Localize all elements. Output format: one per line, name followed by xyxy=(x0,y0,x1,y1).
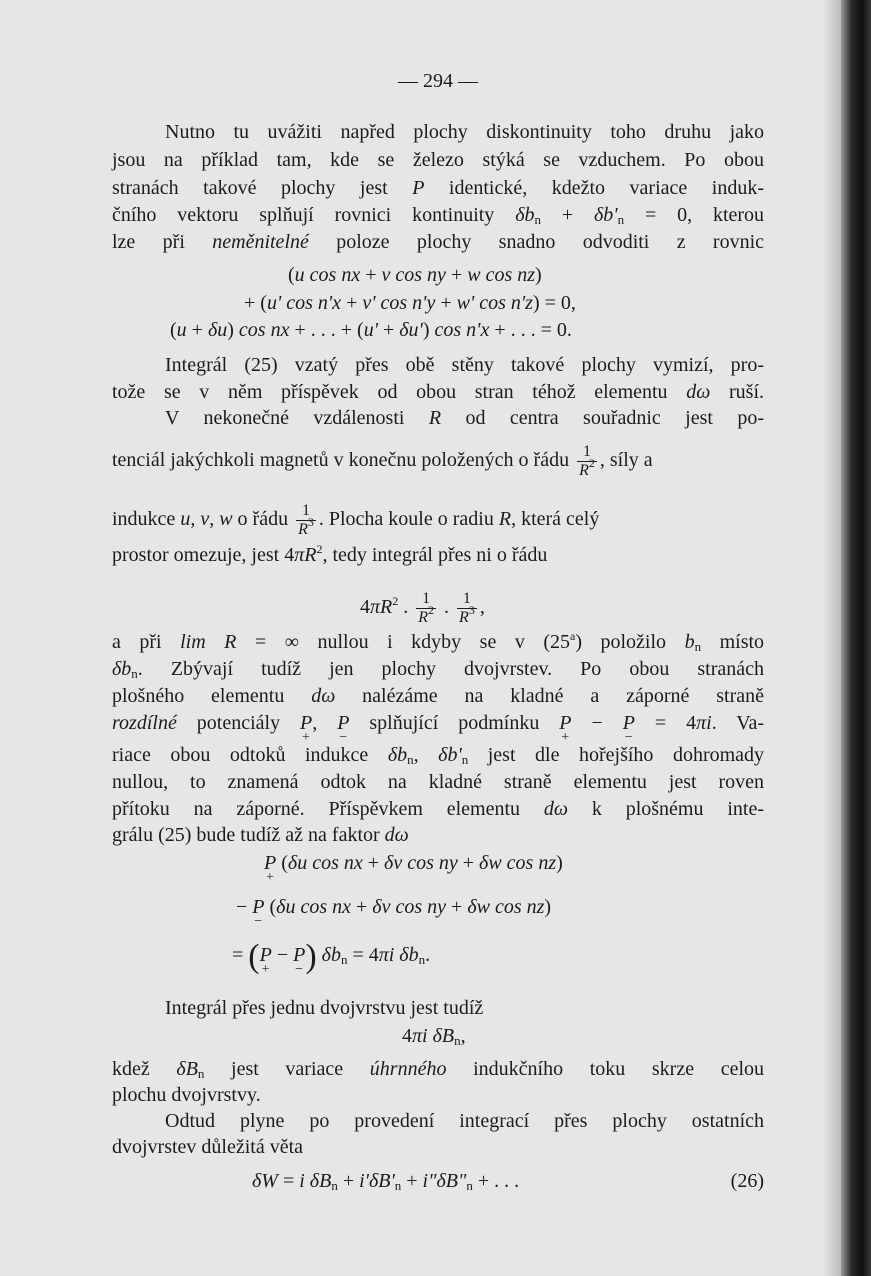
text-line: Odtud plyne po provedení integrací přes plochy ostatních xyxy=(165,1110,764,1132)
text-line: kdež $\delta B_n$ jest variace úhrnného indukčního toku skrze celou xyxy=(112,1058,765,1081)
text-line: Nutno tu uvážiti napřed plochy diskontinuity toho druhu jako xyxy=(165,121,764,143)
text-line: přítoku na záporné. Příspěvkem elementu dω k plošnému inte- xyxy=(112,798,764,820)
book-spine xyxy=(841,0,871,1276)
text-line: Integrál přes jednu dvojvrstvu jest tudíž xyxy=(165,997,484,1019)
text-line: čního vektoru splňují rovnici kontinuity $\delta b_n + \delta b'_n = 0$, kterou xyxy=(112,204,765,227)
equation: (u cos nx + v cos ny + w cos nz) xyxy=(288,264,542,286)
text-line: lze při neměnitelné poloze plochy snadno odvoditi z rovnic xyxy=(112,231,765,253)
text-line: riace obou odtoků indukce $\delta b_n$, $\delta b'_n$ jest dle hořejšího dohromady xyxy=(112,744,765,767)
text-line: jsou na příklad tam, kde se železo stýká se vzduchem. Po obou xyxy=(112,149,764,171)
equation: − P − (δu cos nx + δv cos ny + δw cos nz) xyxy=(236,894,551,920)
text-line: plochu dvojvrstvy. xyxy=(112,1084,261,1106)
equation: (u + δu) cos nx + . . . + (u' + δu') cos n'x + . . . = 0. xyxy=(170,319,572,341)
equation: 4πi $\delta B_n$, xyxy=(402,1025,466,1048)
text-line: tenciál jakýchkoli magnetů v konečnu položených o řádu $\frac{1}{R^2}$ , síly a xyxy=(112,443,653,479)
equation-number: (26) xyxy=(730,1170,764,1192)
text-line: $\delta b_n$. Zbývají tudíž jen plochy dvojvrstev. Po obou stranách xyxy=(112,658,764,681)
text-line: prostor omezuje, jest $4\pi R^2$, tedy integrál přes ni o řádu xyxy=(112,542,548,566)
page-number: — 294 — xyxy=(398,70,478,92)
page-gutter-shadow xyxy=(823,0,841,1276)
text-line: nullou, to znamená odtok na kladné straně elementu jest roven xyxy=(112,771,764,793)
text-line: tože se v něm příspěvek od obou stran téhož elementu dω ruší. xyxy=(112,381,764,403)
text-line: indukce u, v, w o řádu $\frac{1}{R^3}$ . Plocha koule o radiu R, která celý xyxy=(112,502,600,538)
fraction: $\frac{1}{R^3}$ xyxy=(298,502,314,538)
text-line: dvojvrstev důležitá věta xyxy=(112,1136,304,1158)
text-line: stranách takové plochy jest P identické, kdežto variace induk- xyxy=(112,177,764,199)
text-line: Integrál (25) vzatý přes obě stěny takové plochy vymizí, pro- xyxy=(165,354,764,376)
fraction: $\frac{1}{R^2}$ xyxy=(579,443,595,479)
equation: = (P + − P −) $\delta b_n = 4\pi i$ $\delta b_n$. xyxy=(232,942,430,970)
equation: $4\pi R^2$ . $\frac{1}{R^2}$ . $\frac{1}{R^3}$ , xyxy=(360,590,485,626)
text-line: V nekonečné vzdálenosti R od centra souřadnic jest po- xyxy=(165,407,764,429)
text-line: grálu (25) bude tudíž až na faktor dω xyxy=(112,824,409,846)
text-line: plošného elementu dω nalézáme na kladné a záporné straně xyxy=(112,685,764,707)
equation: P + (δu cos nx + δv cos ny + δw cos nz) xyxy=(264,850,563,876)
text-line: a při lim R = ∞ nullou i kdyby se v (25$^a$) položilo $b_n$ místo xyxy=(112,629,765,654)
equation: + (u' cos n'x + v' cos n'y + w' cos n'z) = 0, xyxy=(244,292,576,314)
text-line: rozdílné potenciály P +, P − splňující podmínku P + − P − = 4πi. Va- xyxy=(112,710,764,736)
